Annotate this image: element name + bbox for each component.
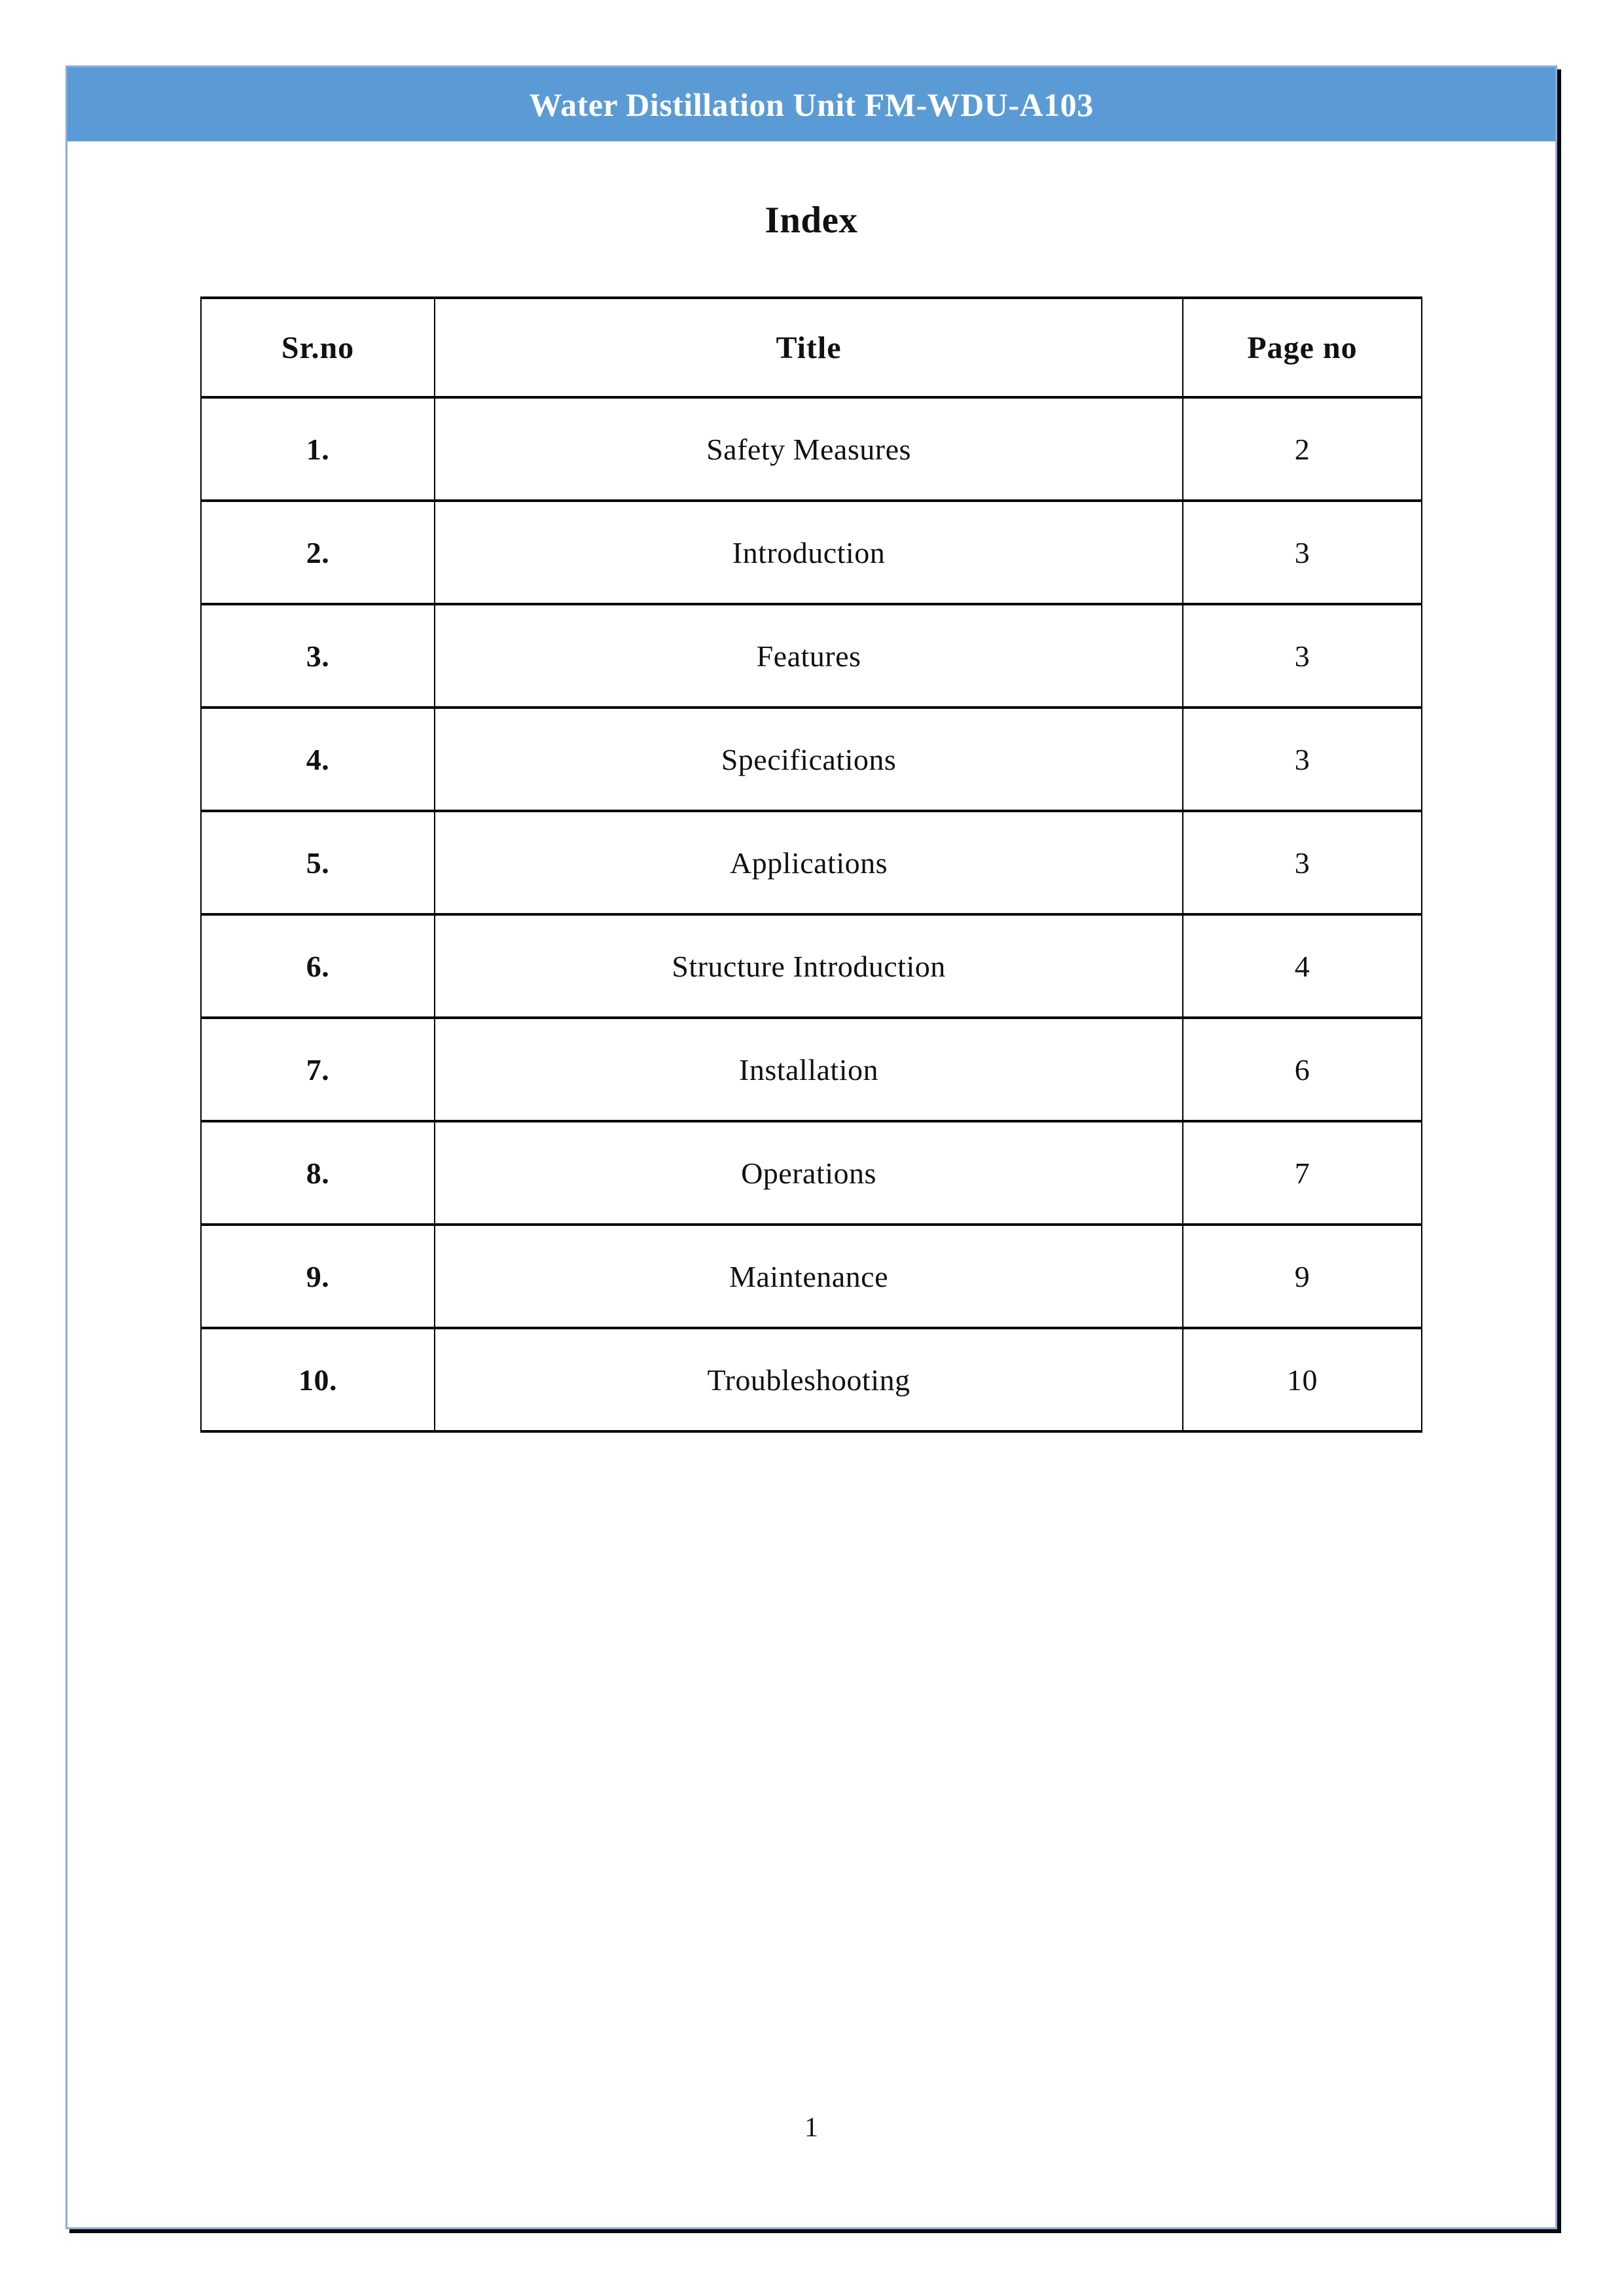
srno-cell: 9.	[201, 1225, 435, 1328]
title-cell: Maintenance	[435, 1225, 1183, 1328]
srno-cell: 5.	[201, 811, 435, 914]
page-cell: 3	[1183, 501, 1422, 604]
srno-cell: 1.	[201, 397, 435, 501]
table-row	[201, 1328, 1422, 1431]
title-cell: Operations	[435, 1121, 1183, 1225]
document-header-bar	[67, 67, 1555, 141]
index-table	[200, 296, 1422, 1433]
index-table-header	[201, 298, 1422, 397]
srno-cell: 8.	[201, 1121, 435, 1225]
srno-cell: 10.	[201, 1328, 435, 1431]
column-header-srno: Sr.no	[201, 298, 435, 397]
page-cell: 3	[1183, 811, 1422, 914]
title-cell: Applications	[435, 811, 1183, 914]
page-cell: 6	[1183, 1018, 1422, 1121]
section-title: Index	[765, 200, 858, 241]
srno-cell: 3.	[201, 604, 435, 708]
title-cell: Troubleshooting	[435, 1328, 1183, 1431]
title-cell: Structure Introduction	[435, 914, 1183, 1018]
footer-page-number: 1	[804, 2113, 818, 2143]
srno-cell: 7.	[201, 1018, 435, 1121]
page-cell: 3	[1183, 604, 1422, 708]
table-row	[201, 1018, 1422, 1121]
page-cell: 3	[1183, 708, 1422, 811]
title-cell: Installation	[435, 1018, 1183, 1121]
table-row	[201, 1225, 1422, 1328]
table-row	[201, 397, 1422, 501]
table-row	[201, 501, 1422, 604]
title-cell: Features	[435, 604, 1183, 708]
column-header-title: Title	[435, 298, 1183, 397]
table-row	[201, 811, 1422, 914]
table-row	[201, 604, 1422, 708]
page-cell: 4	[1183, 914, 1422, 1018]
srno-cell: 4.	[201, 708, 435, 811]
srno-cell: 6.	[201, 914, 435, 1018]
table-row	[201, 1121, 1422, 1225]
index-table-body	[201, 397, 1422, 1431]
page-border-frame	[65, 65, 1557, 2229]
page-cell: 7	[1183, 1121, 1422, 1225]
column-header-pageno: Page no	[1183, 298, 1422, 397]
document-title: Water Distillation Unit FM-WDU-A103	[529, 86, 1094, 123]
page-cell: 9	[1183, 1225, 1422, 1328]
title-cell: Introduction	[435, 501, 1183, 604]
table-header-row	[201, 298, 1422, 397]
page-cell: 2	[1183, 397, 1422, 501]
table-row	[201, 914, 1422, 1018]
title-cell: Safety Measures	[435, 397, 1183, 501]
page-cell: 10	[1183, 1328, 1422, 1431]
table-row	[201, 708, 1422, 811]
srno-cell: 2.	[201, 501, 435, 604]
title-cell: Specifications	[435, 708, 1183, 811]
